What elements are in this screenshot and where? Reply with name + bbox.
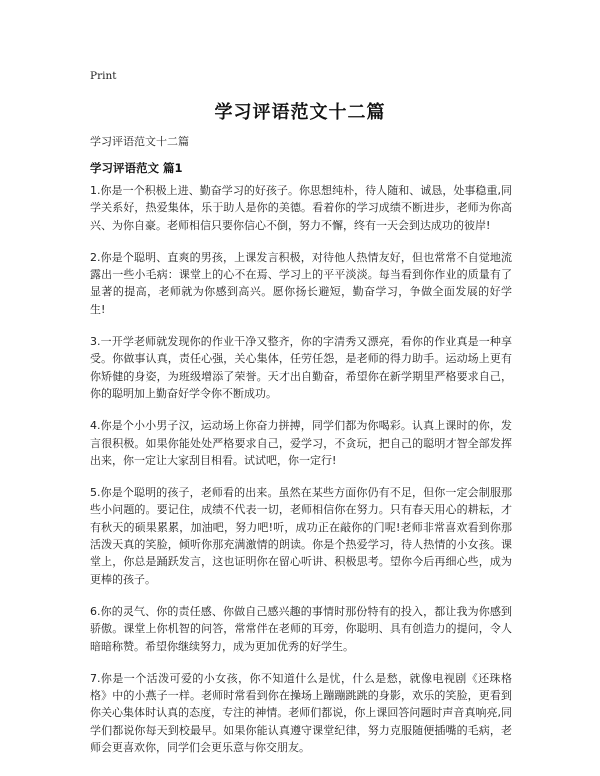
document-title: 学习评语范文十二篇: [214, 102, 386, 123]
paragraph-4: 4.你是个小小男子汉，运动场上你奋力拼搏，同学们都为你喝彩。认真上课时的你，发言很积极。如果你能处处严格要求自己，爱学习，不贪玩，把自己的聪明才智全部发挥出来，你一定让大家刮目相看。试试吧，你一定行!: [90, 419, 512, 467]
paragraph-2: 2.你是个聪明、直爽的男孩，上课发言积极，对待他人热情友好，但也常常不自觉地流露出一些小毛病：课堂上的心不在焉、学习上的平平淡淡。每当看到你作业的质量有了显著的提高，老师就为你感到高兴。愿你扬长避短，勤奋学习，争做全面发展的好学生!: [90, 250, 512, 316]
paragraph-1: 1.你是一个积极上进、勤奋学习的好孩子。你思想纯朴，待人随和、诚恳，处事稳重,同学关系好，热爱集体，乐于助人是你的美德。看着你的学习成绩不断进步，老师为你高兴、为你自豪。老师相信只要你信心不倒，努力不懈，终有一天会到达成功的彼岸!: [90, 184, 512, 232]
paragraph-7: 7.你是一个活泼可爱的小女孩，你不知道什么是忧，什么是愁，就像电视剧《还珠格格》中的小燕子一样。老师时常看到你在操场上蹦蹦跳跳的身影，欢乐的笑脸，更看到你关心集体时认真的态度，专注的神情。老师们都说，你上课回答问题时声音真响亮,同学们都说你每天到校最早。如果你能认真遵守课堂纪律，努力克服随便插嘴的毛病，老师会更喜欢你，同学们会更乐意与你交朋友。: [90, 671, 512, 755]
paragraph-3: 3.一开学老师就发现你的作业干净又整齐，你的字清秀又漂亮，看你的作业真是一种享受。你做事认真，责任心强，关心集体，任劳任怨，是老师的得力助手。运动场上更有你矫健的身姿，为班级增添了荣誉。天才出自勤奋，希望你在新学期里严格要求自己，你的聪明加上勤奋好学令你不断成功。: [90, 335, 512, 400]
document-subtitle: 学习评语范文十二篇: [90, 135, 189, 148]
section-heading: 学习评语范文 篇1: [90, 161, 183, 175]
print-label: Print: [90, 70, 117, 82]
paragraph-6: 6.你的灵气、你的责任感、你做自己感兴趣的事情时那份特有的投入，都让我为你感到骄傲。课堂上你机智的问答，常常伴在老师的耳旁，你聪明、具有创造力的提问，令人暗暗称赞。希望你继续努力，成为更加优秀的好学生。: [90, 604, 512, 653]
paragraph-5: 5.你是个聪明的孩子，老师看的出来。虽然在某些方面你仍有不足，但你一定会制服那些小问题的。要记住，成绩不代表一切，老师相信你在努力。只有春天用心的耕耘，才有秋天的硕果累累，加油吧，努力吧!听，成功正在敲你的门呢!老师非常喜欢看到你那活泼天真的笑脸，倾听你那充满激情的朗读。你是个热爱学习，待人热情的小女孩。课堂上，你总是踊跃发言，这也证明你在留心听讲、积极思考。望你今后再细心些，成为更棒的孩子。: [90, 486, 512, 586]
document-body: [90, 182, 512, 771]
